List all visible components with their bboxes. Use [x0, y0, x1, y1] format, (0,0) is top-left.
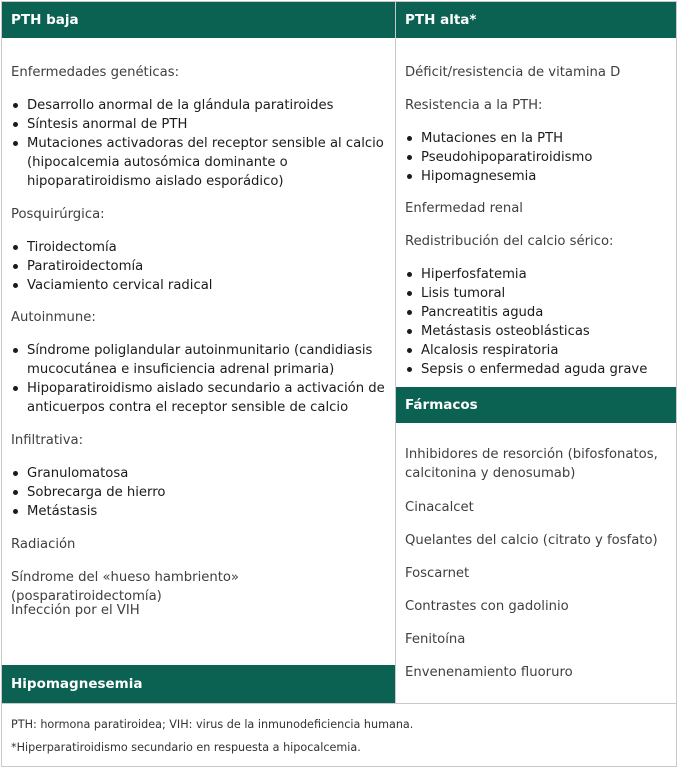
list-item: Lisis tumoral: [405, 284, 668, 303]
footnotes: [2, 703, 676, 768]
genetic-section: [11, 63, 387, 191]
list-item: Mutaciones en la PTH: [405, 129, 668, 148]
infiltrative-section: [11, 431, 387, 521]
list-item: Síntesis anormal de PTH: [11, 115, 387, 134]
drug-item: Contrastes con gadolinio: [405, 599, 569, 614]
asterisk-footnote: *Hiperparatiroidismo secundario en respuesta a hipocalcemia.: [11, 741, 361, 754]
drugs-header: Fármacos: [396, 387, 676, 423]
list-item: Desarrollo anormal de la glándula paratiroides: [11, 96, 387, 115]
hungry-bone-label: Síndrome del «hueso hambriento» (posparatiroidectomía): [11, 570, 240, 604]
differential-table: [1, 1, 677, 767]
list-item: Sobrecarga de hierro: [11, 483, 387, 502]
drug-item: Cinacalcet: [405, 500, 474, 515]
low-pth-column: [2, 2, 396, 703]
infiltrative-label: Infiltrativa:: [11, 433, 84, 448]
hypomagnesemia-header: Hipomagnesemia: [2, 665, 395, 703]
pth-resistance-label: Resistencia a la PTH:: [405, 98, 543, 113]
autoimmune-section: [11, 308, 387, 417]
drug-item: Inhibidores de resorción (bifosfonatos, calcitonina y denosumab): [405, 447, 658, 481]
postsurgical-label: Posquirúrgica:: [11, 207, 105, 222]
list-item: Paratiroidectomía: [11, 257, 387, 276]
list-item: Granulomatosa: [11, 464, 387, 483]
abbreviations-footnote: PTH: hormona paratiroidea; VIH: virus de la inmunodeficiencia humana.: [11, 718, 414, 731]
pth-resistance-section: [405, 96, 668, 186]
list-item: Metástasis: [11, 502, 387, 521]
genetic-list: [11, 96, 387, 191]
hiv-label: Infección por el VIH: [11, 603, 140, 618]
redistribution-list: [405, 265, 668, 379]
postsurgical-list: [11, 238, 387, 295]
list-item: Sepsis o enfermedad aguda grave: [405, 360, 668, 379]
list-item: Síndrome poliglandular autoinmunitario (candidiasis mucocutánea e insuficiencia adrenal primaria): [11, 341, 387, 379]
list-item: Metástasis osteoblásticas: [405, 322, 668, 341]
list-item: Vaciamiento cervical radical: [11, 276, 387, 295]
redistribution-section: [405, 232, 668, 379]
pth-resistance-list: [405, 129, 668, 186]
radiation-label: Radiación: [11, 537, 76, 552]
drug-item: Fenitoína: [405, 632, 466, 647]
list-item: Pseudohipoparatiroidismo: [405, 148, 668, 167]
list-item: Hipoparatiroidismo aislado secundario a activación de anticuerpos contra el receptor sensible de calcio: [11, 379, 387, 417]
autoimmune-list: [11, 341, 387, 417]
genetic-label: Enfermedades genéticas:: [11, 65, 180, 80]
infiltrative-list: [11, 464, 387, 521]
low-pth-header: PTH baja: [2, 2, 395, 38]
drug-item: Quelantes del calcio (citrato y fosfato): [405, 533, 658, 548]
list-item: Pancreatitis aguda: [405, 303, 668, 322]
redistribution-label: Redistribución del calcio sérico:: [405, 234, 614, 249]
drug-item: Envenenamiento fluoruro: [405, 665, 573, 680]
list-item: Hipomagnesemia: [405, 167, 668, 186]
high-pth-column: [396, 2, 676, 703]
list-item: Hiperfosfatemia: [405, 265, 668, 284]
list-item: Mutaciones activadoras del receptor sensible al calcio (hipocalcemia autosómica dominante o hipoparatiroidismo aislado esporádico): [11, 134, 387, 191]
high-pth-header: PTH alta*: [396, 2, 676, 38]
postsurgical-section: [11, 205, 387, 295]
autoimmune-label: Autoinmune:: [11, 310, 96, 325]
drug-item: Foscarnet: [405, 566, 470, 581]
list-item: Tiroidectomía: [11, 238, 387, 257]
renal-disease-label: Enfermedad renal: [405, 201, 523, 216]
list-item: Alcalosis respiratoria: [405, 341, 668, 360]
vitamin-d-label: Déficit/resistencia de vitamina D: [405, 65, 621, 80]
